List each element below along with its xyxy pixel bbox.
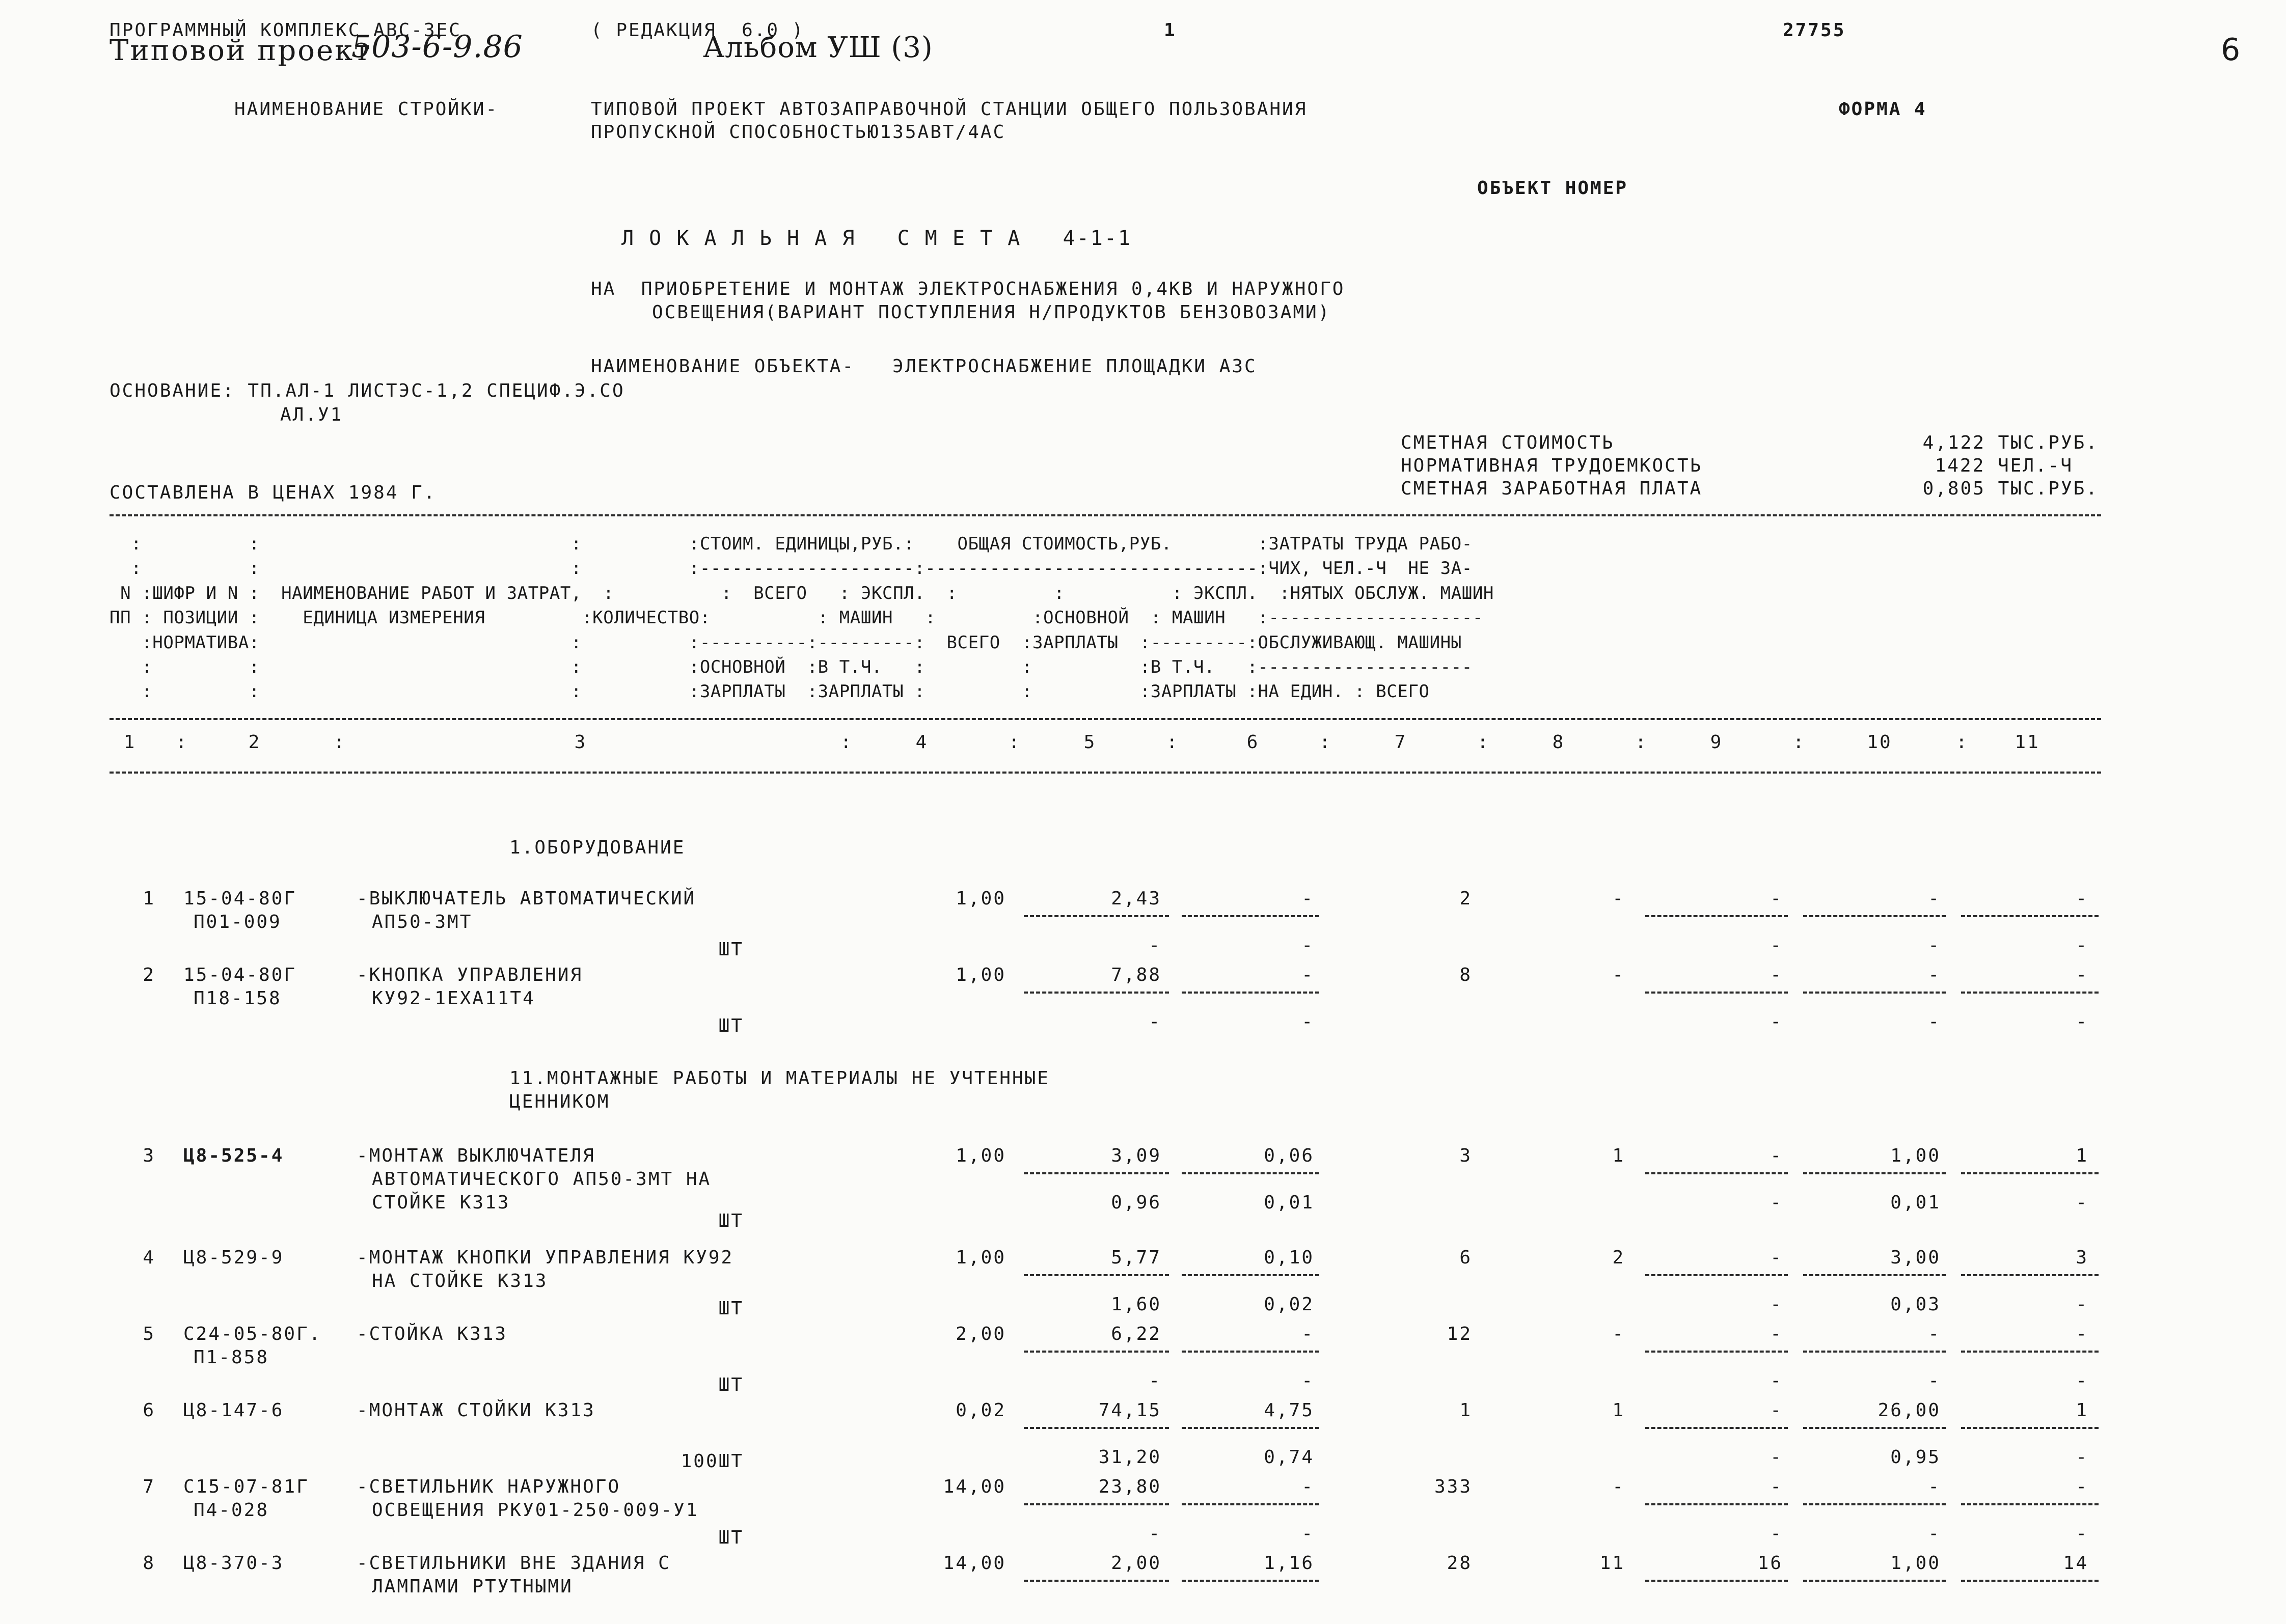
- row-total-machines: -: [1770, 1324, 1783, 1344]
- cell-rule: [1961, 1427, 2099, 1429]
- cell-rule: [1645, 1427, 1788, 1429]
- row-unit-cost-total: 23,80: [1098, 1476, 1161, 1497]
- row-total-cost: 1: [1459, 1400, 1472, 1421]
- row-code: Ц8-529-9: [183, 1247, 284, 1268]
- row-total-machine-salary: -: [1770, 935, 1783, 956]
- row-total-machines: -: [1770, 965, 1783, 985]
- form-label: ФОРМА 4: [1839, 99, 1927, 120]
- table-header-line: ПП : ПОЗИЦИИ : ЕДИНИЦА ИЗМЕРЕНИЯ :КОЛИЧЕСТВО: : МАШИН : :ОСНОВНОЙ : МАШИН :--------------------: [110, 608, 1483, 628]
- cell-rule: [1182, 1172, 1319, 1174]
- row-number: 5: [143, 1324, 155, 1344]
- cell-rule: [1645, 992, 1788, 994]
- cell-rule: [1803, 1580, 1946, 1582]
- cell-rule: [1645, 1351, 1788, 1353]
- row-unit-machine-salary: -: [1301, 935, 1314, 956]
- typical-project-number: 503-6-9.86: [351, 29, 523, 65]
- row-unit-cost-machines: 0,06: [1264, 1145, 1314, 1166]
- table-header-line: N :ШИФР И N : НАИМЕНОВАНИЕ РАБОТ И ЗАТРАТ, : : ВСЕГО : ЭКСПЛ. : : : ЭКСПЛ. :НЯТЫХ ОБСЛУЖ. МАШИН: [110, 583, 1494, 603]
- row-name-line: АП50-3МТ: [372, 912, 473, 932]
- row-unit-salary: -: [1149, 935, 1161, 956]
- row-name-line: -ВЫКЛЮЧАТЕЛЬ АВТОМАТИЧЕСКИЙ: [357, 888, 696, 909]
- row-quantity: 1,00: [956, 888, 1006, 909]
- row-total-machine-salary: -: [1770, 1294, 1783, 1315]
- row-labor-per-unit: 26,00: [1877, 1400, 1941, 1421]
- cell-rule: [1961, 1274, 2099, 1276]
- row-unit-cost-machines: 4,75: [1264, 1400, 1314, 1421]
- column-number: 1: [123, 732, 137, 753]
- cell-rule: [1024, 992, 1169, 994]
- row-total-salary: 2: [1612, 1247, 1625, 1268]
- row-quantity: 1,00: [956, 965, 1006, 985]
- total-label-salary: СМЕТНАЯ ЗАРАБОТНАЯ ПЛАТА: [1401, 478, 1703, 499]
- row-unit-machine-salary: -: [1301, 1011, 1314, 1032]
- cell-rule: [1961, 1580, 2099, 1582]
- column-number: 8: [1552, 732, 1565, 753]
- cell-rule: [1961, 1351, 2099, 1353]
- cell-rule: [1024, 1172, 1169, 1174]
- row-unit-cost-machines: -: [1301, 1324, 1314, 1344]
- row-total-machine-salary: -: [1770, 1192, 1783, 1213]
- row-total-cost: 28: [1447, 1553, 1472, 1574]
- cell-rule: [1961, 992, 2099, 994]
- row-name-line: ЛАМПАМИ РТУТНЫМИ: [372, 1576, 573, 1597]
- row-total-cost: 3: [1459, 1145, 1472, 1166]
- row-total-machines: -: [1770, 1400, 1783, 1421]
- cell-rule: [1803, 915, 1946, 917]
- row-labor-total: -: [2076, 1324, 2088, 1344]
- column-number: 4: [915, 732, 929, 753]
- section-title: 11.МОНТАЖНЫЕ РАБОТЫ И МАТЕРИАЛЫ НЕ УЧТЕННЫЕ: [509, 1068, 1050, 1089]
- row-total-salary: 1: [1612, 1400, 1625, 1421]
- row-total-salary: -: [1612, 1324, 1625, 1344]
- row-number: 8: [143, 1553, 155, 1574]
- row-total-machine-salary: -: [1770, 1370, 1783, 1391]
- row-total-cost: 6: [1459, 1247, 1472, 1268]
- row-total-salary: -: [1612, 1476, 1625, 1497]
- estimate-subject-line2: ОСВЕЩЕНИЯ(ВАРИАНТ ПОСТУПЛЕНИЯ Н/ПРОДУКТОВ БЕНЗОВОЗАМИ): [652, 302, 1331, 323]
- album-label: Альбом УШ (3): [703, 31, 933, 64]
- column-number: 11: [2015, 732, 2040, 753]
- row-code: С24-05-80Г.: [183, 1324, 322, 1344]
- row-service-per-unit: -: [1928, 1011, 1941, 1032]
- row-unit-machine-salary: 0,01: [1264, 1192, 1314, 1213]
- row-service-per-unit: -: [1928, 1523, 1941, 1544]
- row-total-machines: 16: [1757, 1553, 1783, 1574]
- row-code-position: П1-858: [194, 1347, 269, 1368]
- page-number: 1: [1164, 20, 1177, 41]
- cell-rule: [1024, 1427, 1169, 1429]
- row-unit: ШТ: [718, 1298, 744, 1319]
- basis-line1: ОСНОВАНИЕ: ТП.АЛ-1 ЛИСТЭС-1,2 СПЕЦИФ.Э.СО: [110, 380, 625, 401]
- total-value-cost: 4,122 ТЫС.РУБ.: [1922, 432, 2099, 453]
- cell-rule: [1024, 1351, 1169, 1353]
- row-number: 1: [143, 888, 155, 909]
- row-name-line: -МОНТАЖ КНОПКИ УПРАВЛЕНИЯ КУ92: [357, 1247, 734, 1268]
- total-label-cost: СМЕТНАЯ СТОИМОСТЬ: [1401, 432, 1615, 453]
- cell-rule: [1182, 915, 1319, 917]
- column-number: 5: [1083, 732, 1097, 753]
- total-label-labor: НОРМАТИВНАЯ ТРУДОЕМКОСТЬ: [1401, 455, 1703, 476]
- row-service-total: -: [2076, 1294, 2088, 1315]
- construction-value-line2: ПРОПУСКНОЙ СПОСОБНОСТЬЮ135АВТ/4АС: [591, 122, 1006, 143]
- row-total-machine-salary: -: [1770, 1523, 1783, 1544]
- cell-rule: [1182, 1580, 1319, 1582]
- cell-rule: [1645, 1172, 1788, 1174]
- construction-label: НАИМЕНОВАНИЕ СТРОЙКИ-: [234, 99, 499, 120]
- row-unit-cost-total: 7,88: [1111, 965, 1161, 985]
- row-unit-cost-machines: -: [1301, 1476, 1314, 1497]
- row-labor-per-unit: -: [1928, 1324, 1941, 1344]
- row-name-line: -МОНТАЖ ВЫКЛЮЧАТЕЛЯ: [357, 1145, 595, 1166]
- column-number: 7: [1394, 732, 1407, 753]
- cell-rule: [1645, 915, 1788, 917]
- row-service-per-unit: -: [1928, 935, 1941, 956]
- row-total-salary: 11: [1599, 1553, 1625, 1574]
- row-labor-total: -: [2076, 965, 2088, 985]
- cell-rule: [1182, 992, 1319, 994]
- row-unit-salary: 0,96: [1111, 1192, 1161, 1213]
- row-service-total: -: [2076, 1447, 2088, 1468]
- row-quantity: 1,00: [956, 1247, 1006, 1268]
- edition: ( РЕДАКЦИЯ 6.0 ): [591, 20, 805, 41]
- row-name-line: ОСВЕЩЕНИЯ РКУ01-250-009-У1: [372, 1500, 699, 1521]
- row-service-per-unit: 0,95: [1890, 1447, 1941, 1468]
- row-service-total: -: [2076, 1011, 2088, 1032]
- table-numbers-rule: [110, 772, 2101, 774]
- row-total-cost: 333: [1434, 1476, 1472, 1497]
- row-unit-salary: -: [1149, 1370, 1161, 1391]
- table-top-rule: [110, 514, 2101, 516]
- row-number: 2: [143, 965, 155, 985]
- row-total-machines: -: [1770, 888, 1783, 909]
- row-labor-per-unit: 1,00: [1890, 1145, 1941, 1166]
- cell-rule: [1182, 1503, 1319, 1505]
- table-header-line: : : : :ЗАРПЛАТЫ :ЗАРПЛАТЫ : : :ЗАРПЛАТЫ :НА ЕДИН. : ВСЕГО: [110, 681, 1430, 702]
- row-name-line: -СВЕТИЛЬНИК НАРУЖНОГО: [357, 1476, 621, 1497]
- row-unit-cost-total: 3,09: [1111, 1145, 1161, 1166]
- row-total-cost: 12: [1447, 1324, 1472, 1344]
- cell-rule: [1803, 1351, 1946, 1353]
- column-number: 9: [1710, 732, 1723, 753]
- cell-rule: [1961, 915, 2099, 917]
- program-name: ПРОГРАММНЫЙ КОМПЛЕКС АВС-3ЕС: [110, 20, 461, 41]
- row-quantity: 2,00: [956, 1324, 1006, 1344]
- row-code: 15-04-80Г: [183, 888, 297, 909]
- table-header-rule: [110, 718, 2101, 720]
- row-code: Ц8-147-6: [183, 1400, 284, 1421]
- row-service-total: -: [2076, 1370, 2088, 1391]
- cell-rule: [1024, 1274, 1169, 1276]
- column-number: 2: [248, 732, 261, 753]
- row-labor-per-unit: -: [1928, 1476, 1941, 1497]
- row-code: 15-04-80Г: [183, 965, 297, 985]
- row-total-machine-salary: -: [1770, 1011, 1783, 1032]
- row-unit: ШТ: [718, 1527, 744, 1548]
- row-name-line: -СВЕТИЛЬНИКИ ВНЕ ЗДАНИЯ С: [357, 1553, 671, 1574]
- cell-rule: [1803, 1503, 1946, 1505]
- row-unit-cost-total: 6,22: [1111, 1324, 1161, 1344]
- row-total-machine-salary: -: [1770, 1447, 1783, 1468]
- row-unit-machine-salary: 0,74: [1264, 1447, 1314, 1468]
- table-header-line: : : : :ОСНОВНОЙ :В Т.Ч. : : :В Т.Ч. :--------------------: [110, 657, 1473, 677]
- row-unit-machine-salary: 0,02: [1264, 1294, 1314, 1315]
- row-unit-cost-machines: -: [1301, 888, 1314, 909]
- row-total-salary: -: [1612, 888, 1625, 909]
- column-number: 10: [1867, 732, 1892, 753]
- row-unit-machine-salary: -: [1301, 1370, 1314, 1391]
- row-service-total: -: [2076, 1192, 2088, 1213]
- cell-rule: [1182, 1427, 1319, 1429]
- row-unit-salary: -: [1149, 1523, 1161, 1544]
- row-quantity: 0,02: [956, 1400, 1006, 1421]
- row-code-position: П01-009: [194, 912, 282, 932]
- row-unit-cost-machines: -: [1301, 965, 1314, 985]
- row-service-per-unit: 0,03: [1890, 1294, 1941, 1315]
- row-unit-salary: 31,20: [1098, 1447, 1161, 1468]
- row-total-cost: 2: [1459, 888, 1472, 909]
- cell-rule: [1182, 1274, 1319, 1276]
- row-service-per-unit: -: [1928, 1370, 1941, 1391]
- row-code: Ц8-525-4: [183, 1145, 284, 1166]
- cell-rule: [1024, 1580, 1169, 1582]
- cell-rule: [1645, 1580, 1788, 1582]
- row-code: Ц8-370-3: [183, 1553, 284, 1574]
- row-unit-cost-machines: 1,16: [1264, 1553, 1314, 1574]
- row-total-machines: -: [1770, 1145, 1783, 1166]
- typical-project-label: Типовой проект: [110, 34, 372, 67]
- cell-rule: [1024, 915, 1169, 917]
- row-unit-cost-total: 5,77: [1111, 1247, 1161, 1268]
- row-labor-total: 1: [2076, 1400, 2088, 1421]
- row-labor-total: 1: [2076, 1145, 2088, 1166]
- row-unit: 100ШТ: [681, 1451, 744, 1472]
- total-value-labor: 1422 ЧЕЛ.-Ч: [1935, 455, 2073, 476]
- row-number: 6: [143, 1400, 155, 1421]
- row-total-cost: 8: [1459, 965, 1472, 985]
- row-unit: ШТ: [718, 939, 744, 960]
- estimate-title: Л О К А Л Ь Н А Я С М Е Т А 4-1-1: [621, 227, 1132, 250]
- row-labor-total: 14: [2063, 1553, 2088, 1574]
- row-unit: ШТ: [718, 1210, 744, 1231]
- section-title: ЦЕННИКОМ: [509, 1091, 610, 1112]
- table-header-line: : : : :--------------------:-------------------------------:ЧИХ, ЧЕЛ.-Ч НЕ ЗА-: [110, 558, 1473, 579]
- row-number: 4: [143, 1247, 155, 1268]
- row-unit-machine-salary: -: [1301, 1523, 1314, 1544]
- column-number: 3: [574, 732, 587, 753]
- table-header-line: :НОРМАТИВА: : :----------:---------: ВСЕГО :ЗАРПЛАТЫ :---------:ОБСЛУЖИВАЮЩ. МАШИНЫ: [110, 632, 1462, 653]
- row-code: С15-07-81Г: [183, 1476, 309, 1497]
- row-total-machines: -: [1770, 1476, 1783, 1497]
- row-labor-per-unit: -: [1928, 965, 1941, 985]
- row-name-line: -СТОЙКА К313: [357, 1324, 508, 1344]
- row-labor-per-unit: 1,00: [1890, 1553, 1941, 1574]
- estimate-subject-line1: НА ПРИОБРЕТЕНИЕ И МОНТАЖ ЭЛЕКТРОСНАБЖЕНИЯ 0,4КВ И НАРУЖНОГО: [591, 279, 1345, 299]
- row-service-per-unit: 0,01: [1890, 1192, 1941, 1213]
- cell-rule: [1803, 1274, 1946, 1276]
- cell-rule: [1645, 1274, 1788, 1276]
- cell-rule: [1961, 1172, 2099, 1174]
- cell-rule: [1645, 1503, 1788, 1505]
- object-number-label: ОБЪЕКТ НОМЕР: [1477, 178, 1628, 199]
- cell-rule: [1024, 1503, 1169, 1505]
- row-name-line: -МОНТАЖ СТОЙКИ К313: [357, 1400, 595, 1421]
- row-labor-total: 3: [2076, 1247, 2088, 1268]
- sheet-corner-number: 6: [2221, 32, 2242, 68]
- row-unit: ШТ: [718, 1374, 744, 1395]
- cell-rule: [1961, 1503, 2099, 1505]
- row-unit-cost-total: 2,43: [1111, 888, 1161, 909]
- row-total-salary: -: [1612, 965, 1625, 985]
- row-service-total: -: [2076, 1523, 2088, 1544]
- row-name-line: -КНОПКА УПРАВЛЕНИЯ: [357, 965, 583, 985]
- table-header-line: : : : :СТОИМ. ЕДИНИЦЫ,РУБ.: ОБЩАЯ СТОИМОСТЬ,РУБ. :ЗАТРАТЫ ТРУДА РАБО-: [110, 534, 1473, 554]
- document-id: 27755: [1783, 20, 1846, 41]
- column-number: 6: [1246, 732, 1260, 753]
- section-title: 1.ОБОРУДОВАНИЕ: [509, 837, 686, 858]
- row-name-line: АВТОМАТИЧЕСКОГО АП50-3МТ НА: [372, 1169, 712, 1190]
- row-labor-total: -: [2076, 1476, 2088, 1497]
- row-unit-cost-machines: 0,10: [1264, 1247, 1314, 1268]
- row-name-line: СТОЙКЕ К313: [372, 1192, 510, 1213]
- total-value-salary: 0,805 ТЫС.РУБ.: [1922, 478, 2099, 499]
- row-quantity: 14,00: [943, 1553, 1006, 1574]
- row-total-machines: -: [1770, 1247, 1783, 1268]
- row-unit-cost-total: 74,15: [1098, 1400, 1161, 1421]
- cell-rule: [1803, 1172, 1946, 1174]
- cell-rule: [1803, 1427, 1946, 1429]
- row-name-line: НА СТОЙКЕ К313: [372, 1271, 548, 1291]
- row-service-total: -: [2076, 935, 2088, 956]
- row-labor-per-unit: 3,00: [1890, 1247, 1941, 1268]
- row-quantity: 1,00: [956, 1145, 1006, 1166]
- row-labor-total: -: [2076, 888, 2088, 909]
- row-unit-salary: -: [1149, 1011, 1161, 1032]
- object-name: НАИМЕНОВАНИЕ ОБЪЕКТА- ЭЛЕКТРОСНАБЖЕНИЕ ПЛОЩАДКИ АЗС: [591, 356, 1257, 377]
- row-unit-cost-total: 2,00: [1111, 1553, 1161, 1574]
- construction-value-line1: ТИПОВОЙ ПРОЕКТ АВТОЗАПРАВОЧНОЙ СТАНЦИИ ОБЩЕГО ПОЛЬЗОВАНИЯ: [591, 99, 1308, 120]
- row-unit-salary: 1,60: [1111, 1294, 1161, 1315]
- row-labor-per-unit: -: [1928, 888, 1941, 909]
- basis-line2: АЛ.У1: [280, 404, 343, 425]
- row-name-line: КУ92-1ЕХА11Т4: [372, 988, 535, 1009]
- row-number: 7: [143, 1476, 155, 1497]
- row-code-position: П4-028: [194, 1500, 269, 1521]
- row-total-salary: 1: [1612, 1145, 1625, 1166]
- prices-basis: СОСТАВЛЕНА В ЦЕНАХ 1984 Г.: [110, 482, 437, 503]
- row-quantity: 14,00: [943, 1476, 1006, 1497]
- row-number: 3: [143, 1145, 155, 1166]
- cell-rule: [1182, 1351, 1319, 1353]
- row-unit: ШТ: [718, 1015, 744, 1036]
- row-code-position: П18-158: [194, 988, 282, 1009]
- cell-rule: [1803, 992, 1946, 994]
